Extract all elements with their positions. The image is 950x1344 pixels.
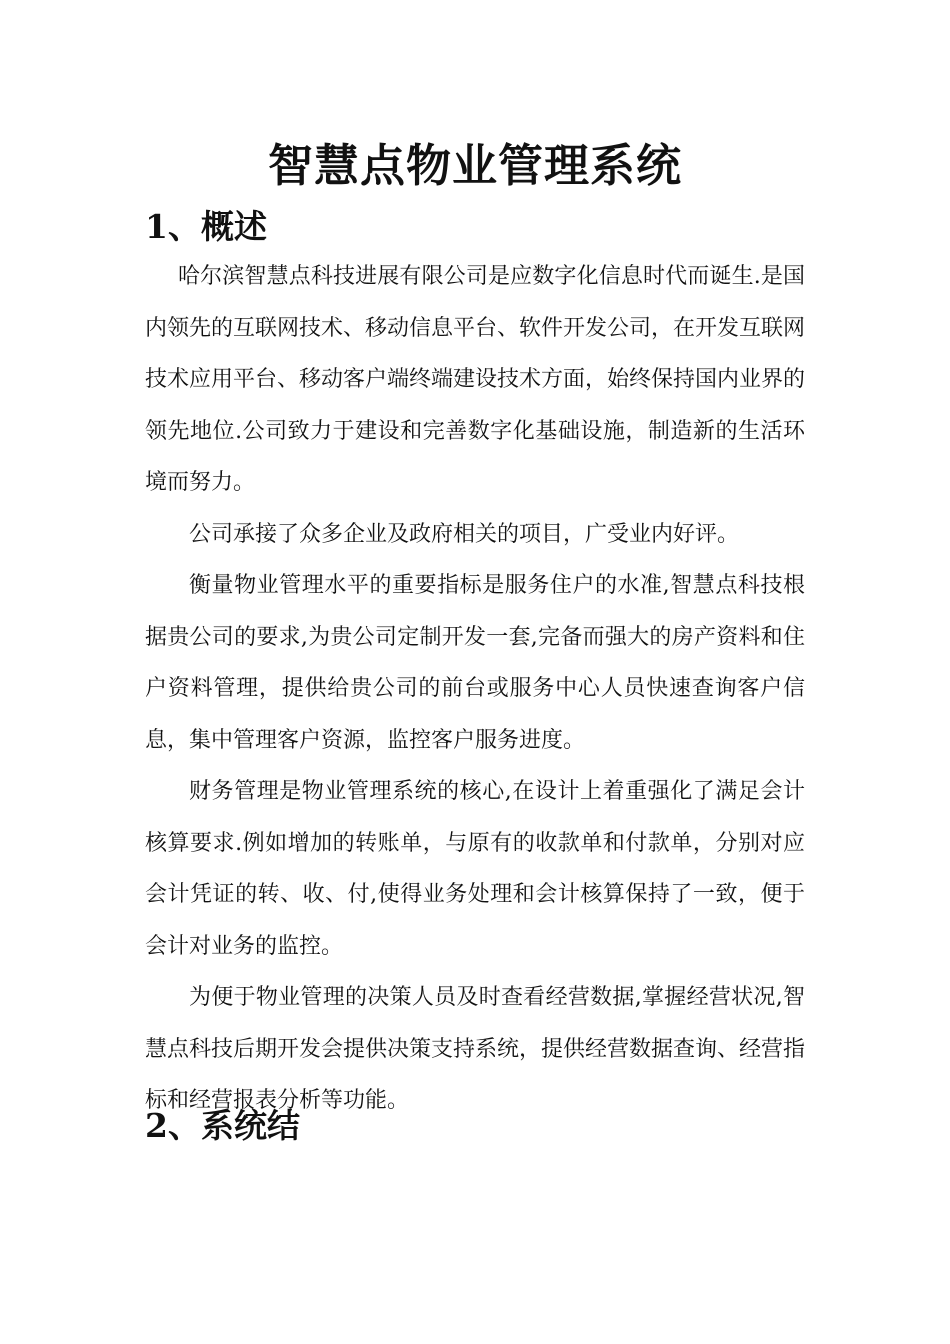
paragraph-company-intro: 哈尔滨智慧点科技进展有限公司是应数字化信息时代而诞生.是国内领先的互联网技术、移动信息平台、软件开发公司，在开发互联网技术应用平台、移动客户端终端建设技术方面，始终保持国内业界的领先地位.公司致力于建设和完善数字化基础设施，制造新的生活环境而努力。 — [145, 264, 806, 495]
paragraph-service-standard: 衡量物业管理水平的重要指标是服务住户的水准,智慧点科技根据贵公司的要求,为贵公司定制开发一套,完备而强大的房产资料和住户资料管理，提供给贵公司的前台或服务中心人员快速查询客户信息，集中管理客户资源，监控客户服务进度。 — [145, 573, 805, 753]
paragraph-decision-support: 为便于物业管理的决策人员及时查看经营数据,掌握经营状况,智慧点科技后期开发会提供决策支持系统，提供经营数据查询、经营指标和经营报表分析等功能。 — [145, 985, 806, 1113]
paragraph-projects: 公司承接了众多企业及政府相关的项目，广受业内好评。 — [189, 521, 740, 547]
section-heading-system-structure: 2、系统结 — [145, 1106, 300, 1145]
section-heading-overview: 1、概述 — [145, 207, 267, 246]
document-title: 智慧点物业管理系统 — [267, 139, 682, 192]
overview-body — [145, 251, 805, 1127]
paragraph-finance: 财务管理是物业管理系统的核心,在设计上着重强化了满足会计核算要求.例如增加的转账单，与原有的收款单和付款单，分别对应会计凭证的转、收、付,使得业务处理和会计核算保持了一致，便于会计对业务的监控。 — [145, 779, 805, 959]
